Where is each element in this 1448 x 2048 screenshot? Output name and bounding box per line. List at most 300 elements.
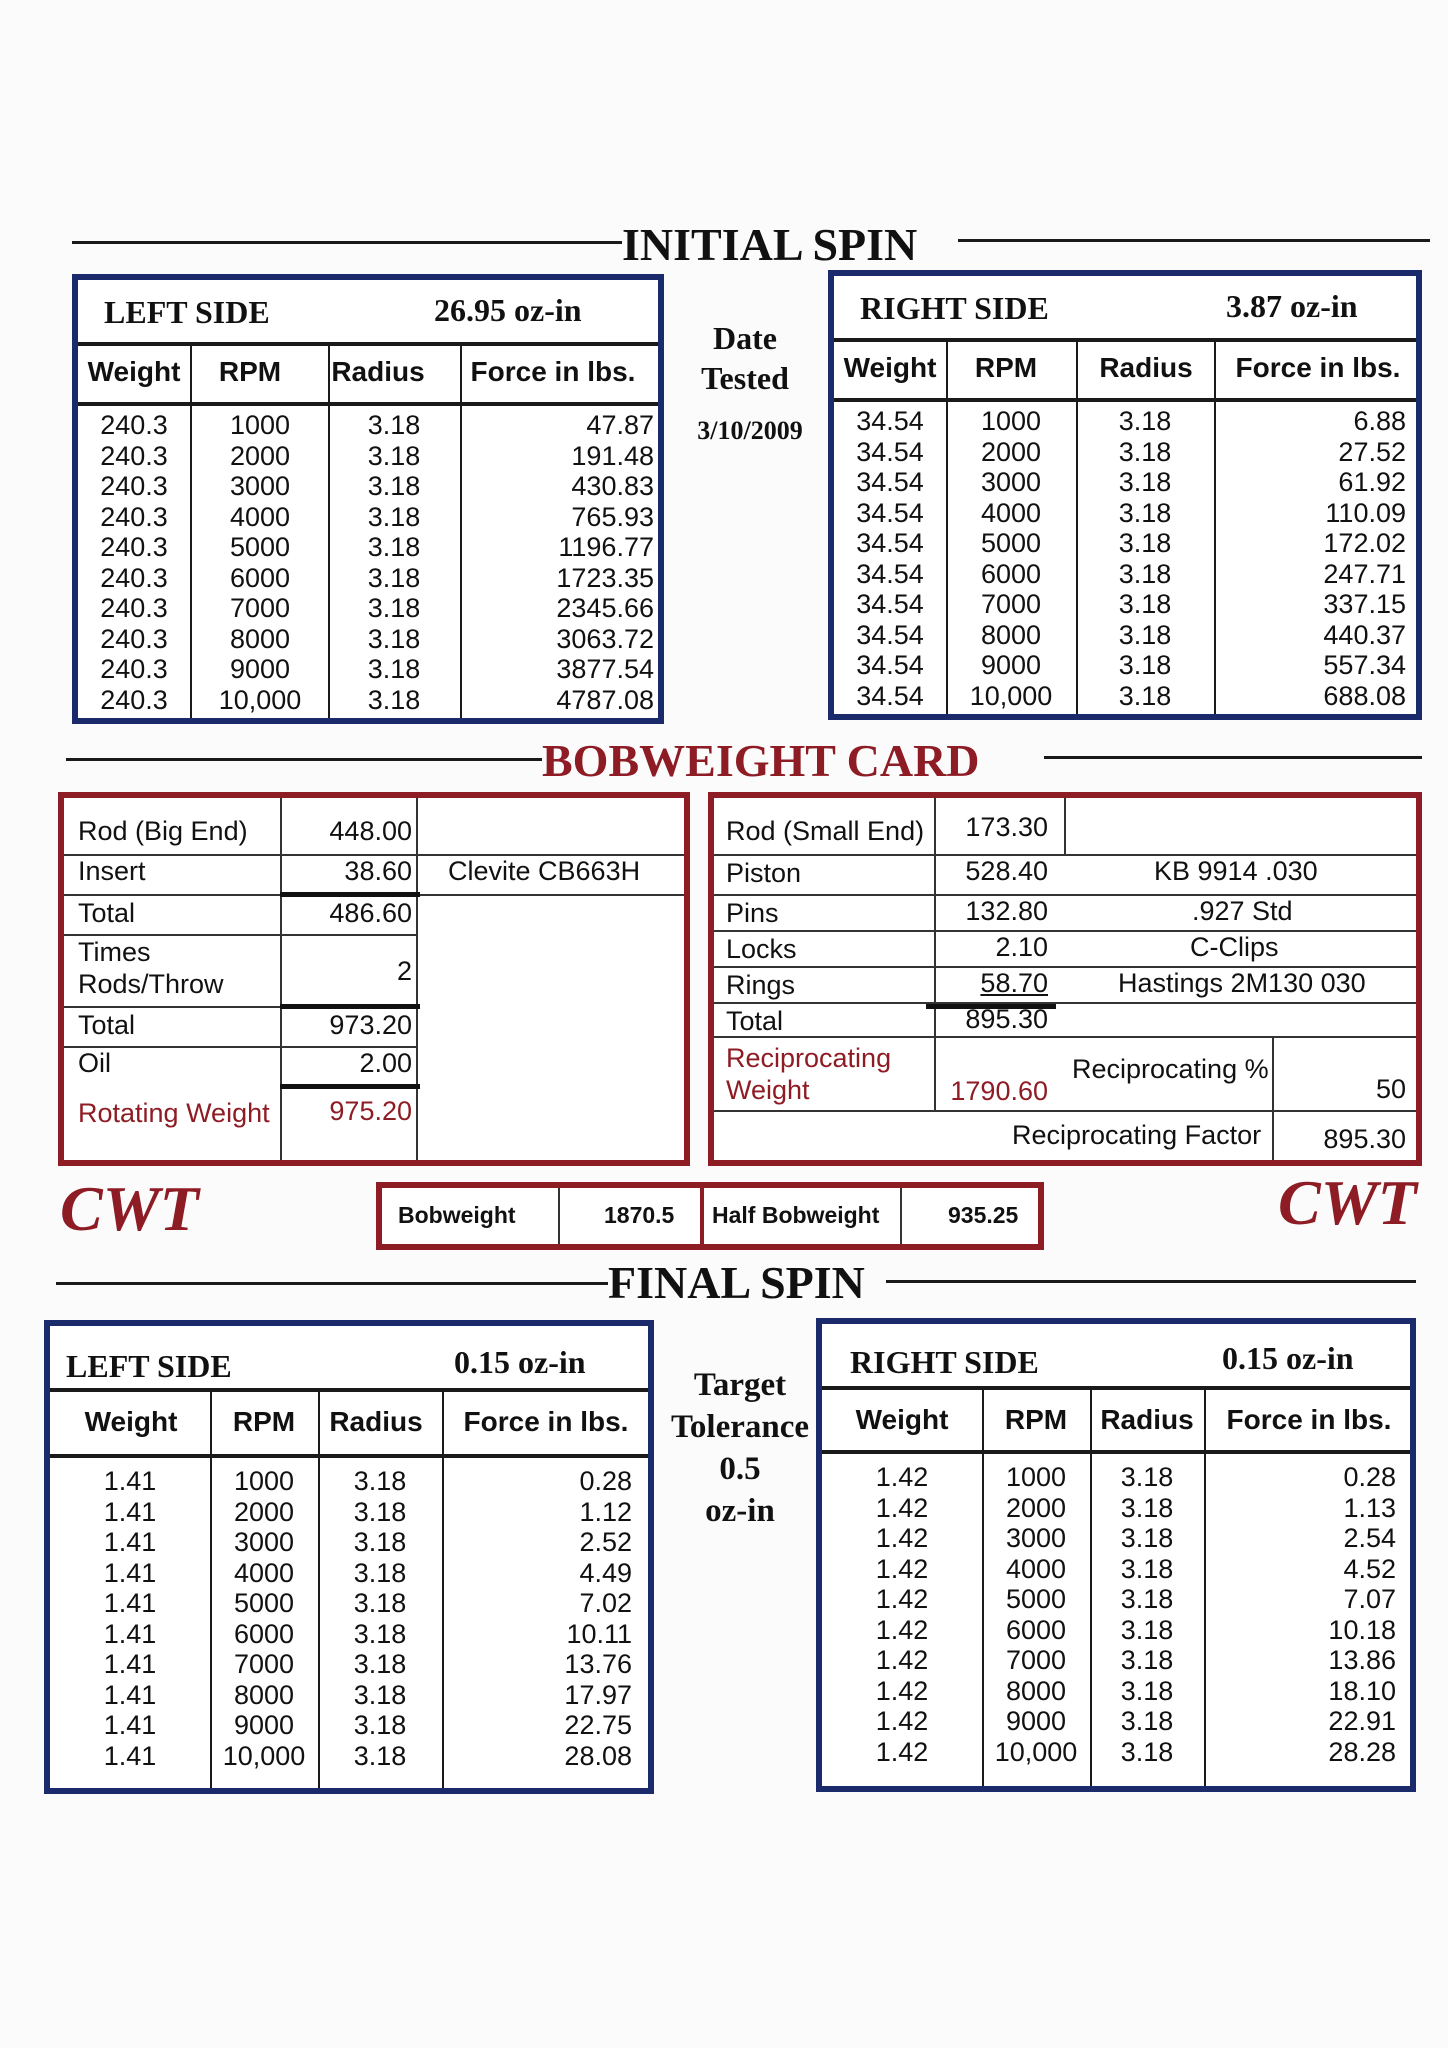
weight-cell: 1.41 (103, 1649, 157, 1679)
table-row (822, 1584, 1410, 1615)
total1-value: 486.60 (329, 898, 412, 928)
table-row (78, 685, 658, 716)
table-row (834, 681, 1416, 712)
weight-cell: 34.54 (856, 497, 924, 528)
radius-cell: 3.18 (353, 1679, 407, 1710)
weight-cell: 240.3 (100, 410, 168, 440)
rpm-cell: 10,000 (222, 1740, 306, 1771)
radius-cell: 3.18 (1118, 406, 1172, 436)
weight-cell: 1.42 (875, 1584, 929, 1614)
rpm-cell: 2000 (980, 436, 1042, 467)
oil-label: Oil (78, 1048, 111, 1078)
table-row (834, 650, 1416, 681)
rpm-cell: 6000 (229, 562, 291, 593)
radius-cell: 3.18 (353, 1527, 407, 1557)
date-label-line1: Date (713, 320, 777, 356)
force-cell: 2.54 (1343, 1523, 1396, 1553)
rpm-cell: 2000 (233, 1496, 295, 1527)
col-radius: Radius (1100, 1404, 1194, 1435)
weight-cell: 1.41 (103, 1588, 157, 1618)
rotating-weight-value: 975.20 (329, 1096, 412, 1126)
force-cell: 7.07 (1343, 1584, 1396, 1614)
rpm-cell: 5000 (229, 532, 291, 562)
col-force: Force in lbs. (1226, 1404, 1392, 1435)
radius-cell: 3.18 (1120, 1584, 1174, 1614)
rod-small-end-value: 173.30 (965, 812, 1048, 842)
column-headers (78, 346, 658, 406)
rpm-cell: 9000 (233, 1710, 295, 1740)
col-rpm: RPM (1004, 1404, 1068, 1435)
target-label-line2: Tolerance (670, 1409, 810, 1445)
table-row (78, 593, 658, 624)
pins-value: 132.80 (965, 896, 1048, 926)
piston-label: Piston (726, 858, 802, 888)
sum-line (280, 892, 420, 897)
rod-small-end-label: Rod (Small End) (726, 816, 925, 846)
rpm-cell: 6000 (980, 558, 1042, 589)
rpm-cell: 5000 (980, 528, 1042, 558)
table-row (822, 1615, 1410, 1646)
force-cell: 2345.66 (556, 593, 654, 623)
locks-value: 2.10 (995, 932, 1048, 962)
weight-cell: 34.54 (856, 436, 924, 467)
force-cell: 61.92 (1338, 467, 1406, 497)
rpm-cell: 8000 (980, 619, 1042, 650)
rpm-cell: 5000 (1005, 1584, 1067, 1614)
rpm-cell: 8000 (233, 1679, 295, 1710)
table-body (834, 406, 1416, 711)
rpm-cell: 3000 (1005, 1523, 1067, 1553)
force-cell: 191.48 (571, 440, 654, 471)
weight-cell: 1.42 (875, 1706, 929, 1736)
radius-cell: 3.18 (1120, 1523, 1174, 1553)
rotating-weight-card (58, 792, 690, 1166)
rod-big-end-value: 448.00 (329, 816, 412, 846)
table-row (834, 498, 1416, 529)
weight-cell: 1.41 (103, 1618, 157, 1649)
weight-cell: 240.3 (100, 532, 168, 562)
weight-cell: 34.54 (856, 619, 924, 650)
col-force: Force in lbs. (1235, 352, 1401, 383)
weight-cell: 1.42 (875, 1645, 929, 1675)
row-line (714, 894, 1416, 896)
insert-note: Clevite CB663H (448, 856, 641, 886)
rpm-cell: 7000 (233, 1649, 295, 1679)
table-row (822, 1676, 1410, 1707)
radius-cell: 3.18 (367, 410, 421, 440)
weight-cell: 1.41 (103, 1496, 157, 1527)
weight-cell: 1.42 (875, 1553, 929, 1584)
weight-cell: 34.54 (856, 528, 924, 558)
half-bobweight-label: Half Bobweight (712, 1202, 880, 1228)
table-header (50, 1326, 648, 1392)
rpm-cell: 3000 (233, 1527, 295, 1557)
table-row (78, 563, 658, 594)
radius-cell: 3.18 (1120, 1736, 1174, 1767)
divider (558, 1188, 560, 1244)
weight-cell: 1.42 (875, 1736, 929, 1767)
initial-spin-title: INITIAL SPIN (622, 219, 918, 270)
rpm-cell: 5000 (233, 1588, 295, 1618)
final-spin-title: FINAL SPIN (608, 1257, 865, 1308)
final-left-table (44, 1320, 654, 1794)
bobweight-rule-left (66, 758, 542, 761)
cwt-label-right: CWT (1278, 1167, 1417, 1238)
divider (700, 1188, 704, 1244)
weight-cell: 34.54 (856, 650, 924, 680)
force-cell: 13.76 (564, 1649, 632, 1679)
force-cell: 1196.77 (558, 532, 654, 562)
table-row (822, 1554, 1410, 1585)
force-cell: 6.88 (1353, 406, 1406, 436)
row-line (714, 1110, 1416, 1112)
table-row (822, 1493, 1410, 1524)
force-cell: 430.83 (571, 471, 654, 501)
table-row (822, 1462, 1410, 1493)
radius-cell: 3.18 (367, 471, 421, 501)
table-row (822, 1645, 1410, 1676)
table-row (78, 471, 658, 502)
radius-cell: 3.18 (1118, 497, 1172, 528)
initial-spin-rule-right (958, 239, 1430, 242)
times-label-line1: Times (78, 937, 151, 967)
table-row (822, 1706, 1410, 1737)
rpm-cell: 7000 (229, 593, 291, 623)
table-row (78, 624, 658, 655)
recip-weight-label-line1: Reciprocating (726, 1043, 892, 1073)
col-radius: Radius (329, 1406, 423, 1437)
recip-pct-label: Reciprocating % (1072, 1054, 1269, 1084)
locks-note: C-Clips (1190, 932, 1279, 962)
target-label-line1: Target (693, 1367, 787, 1403)
force-cell: 22.91 (1328, 1706, 1396, 1736)
table-row (50, 1466, 648, 1497)
side-label: LEFT SIDE (66, 1348, 232, 1384)
table-row (50, 1558, 648, 1589)
radius-cell: 3.18 (1120, 1706, 1174, 1736)
weight-cell: 240.3 (100, 623, 168, 654)
table-row (834, 620, 1416, 651)
weight-cell: 240.3 (100, 471, 168, 501)
radius-cell: 3.18 (1118, 619, 1172, 650)
bobweight-title: BOBWEIGHT CARD (542, 735, 980, 786)
column-headers (822, 1390, 1410, 1454)
recip-weight-value: 1790.60 (950, 1076, 1048, 1106)
col-weight: Weight (84, 1406, 178, 1437)
initial-spin-rule-left (72, 241, 622, 244)
radius-cell: 3.18 (353, 1496, 407, 1527)
radius-cell: 3.18 (367, 593, 421, 623)
force-cell: 1.12 (579, 1496, 632, 1527)
radius-cell: 3.18 (353, 1740, 407, 1771)
radius-cell: 3.18 (367, 440, 421, 471)
rings-note: Hastings 2M130 030 (1118, 968, 1366, 998)
table-row (822, 1737, 1410, 1768)
pins-label: Pins (726, 898, 779, 928)
rpm-cell: 9000 (1005, 1706, 1067, 1736)
rpm-cell: 8000 (1005, 1675, 1067, 1706)
sum-line (280, 1084, 420, 1089)
imbalance-value: 3.87 oz-in (1226, 288, 1358, 324)
rotating-weight-label: Rotating Weight (78, 1098, 270, 1128)
table-row (50, 1497, 648, 1528)
force-cell: 688.08 (1323, 680, 1406, 711)
bobweight-value: 1870.5 (604, 1202, 675, 1228)
weight-cell: 34.54 (856, 558, 924, 589)
col-weight: Weight (855, 1404, 949, 1435)
radius-cell: 3.18 (1120, 1553, 1174, 1584)
times-label-line2: Rods/Throw (78, 969, 224, 999)
table-body (822, 1462, 1410, 1767)
row-line (714, 930, 1416, 932)
pins-note: .927 Std (1192, 896, 1293, 926)
rpm-cell: 4000 (229, 501, 291, 532)
radius-cell: 3.18 (353, 1466, 407, 1496)
force-cell: 22.75 (564, 1710, 632, 1740)
reciprocating-weight-card (708, 792, 1422, 1166)
table-row (834, 559, 1416, 590)
insert-value: 38.60 (344, 856, 412, 886)
rpm-cell: 7000 (980, 589, 1042, 619)
table-row (50, 1619, 648, 1650)
col-force: Force in lbs. (470, 356, 636, 387)
force-cell: 3063.72 (556, 623, 654, 654)
col-rpm: RPM (218, 356, 282, 387)
sum-line (280, 1004, 420, 1009)
radius-cell: 3.18 (1118, 467, 1172, 497)
col-rpm: RPM (974, 352, 1038, 383)
radius-cell: 3.18 (353, 1588, 407, 1618)
times-label (78, 936, 224, 1000)
row-line (714, 1036, 1416, 1038)
rpm-cell: 3000 (229, 471, 291, 501)
force-cell: 1723.35 (556, 562, 654, 593)
side-label: RIGHT SIDE (850, 1344, 1039, 1380)
table-row (78, 502, 658, 533)
column-headers (50, 1392, 648, 1458)
force-cell: 172.02 (1323, 528, 1406, 558)
cwt-label-left: CWT (60, 1173, 199, 1244)
force-cell: 28.28 (1328, 1736, 1396, 1767)
rpm-cell: 6000 (233, 1618, 295, 1649)
table-header (834, 276, 1416, 342)
rpm-cell: 2000 (229, 440, 291, 471)
weight-cell: 34.54 (856, 589, 924, 619)
piston-value: 528.40 (965, 856, 1048, 886)
weight-cell: 1.42 (875, 1614, 929, 1645)
row-line (714, 1002, 1416, 1004)
force-cell: 3877.54 (556, 654, 654, 684)
rpm-cell: 4000 (980, 497, 1042, 528)
divider (416, 798, 418, 1160)
total1-label: Total (78, 898, 136, 928)
rpm-cell: 9000 (229, 654, 291, 684)
total2-label: Total (78, 1010, 136, 1040)
radius-cell: 3.18 (1118, 589, 1172, 619)
radius-cell: 3.18 (353, 1618, 407, 1649)
oil-value: 2.00 (359, 1048, 412, 1078)
force-cell: 28.08 (564, 1740, 632, 1771)
force-cell: 4.49 (579, 1557, 632, 1588)
radius-cell: 3.18 (353, 1557, 407, 1588)
rpm-cell: 1000 (1005, 1462, 1067, 1492)
recip-pct-value: 50 (1375, 1074, 1406, 1104)
force-cell: 10.18 (1328, 1614, 1396, 1645)
final-spin-rule-right (886, 1280, 1416, 1283)
weight-cell: 240.3 (100, 501, 168, 532)
weight-cell: 240.3 (100, 593, 168, 623)
radius-cell: 3.18 (1120, 1492, 1174, 1523)
radius-cell: 3.18 (367, 532, 421, 562)
target-value: 0.5 (719, 1451, 761, 1487)
force-cell: 557.34 (1323, 650, 1406, 680)
col-weight: Weight (843, 352, 937, 383)
radius-cell: 3.18 (1120, 1614, 1174, 1645)
force-cell: 1.13 (1343, 1492, 1396, 1523)
force-cell: 27.52 (1338, 436, 1406, 467)
rod-big-end-label: Rod (Big End) (78, 816, 248, 846)
weight-cell: 1.42 (875, 1492, 929, 1523)
date-tested-value: 3/10/2009 (697, 416, 803, 445)
weight-cell: 34.54 (856, 680, 924, 711)
recip-factor-value: 895.30 (1323, 1124, 1406, 1154)
rpm-cell: 9000 (980, 650, 1042, 680)
col-weight: Weight (87, 356, 181, 387)
bobweight-rule-right (1044, 756, 1422, 759)
radius-cell: 3.18 (1118, 650, 1172, 680)
radius-cell: 3.18 (353, 1649, 407, 1679)
piston-note: KB 9914 .030 (1154, 856, 1318, 886)
table-row (834, 467, 1416, 498)
weight-cell: 1.41 (103, 1557, 157, 1588)
weight-cell: 1.42 (875, 1462, 929, 1492)
col-radius: Radius (331, 356, 425, 387)
table-row (822, 1523, 1410, 1554)
radius-cell: 3.18 (1118, 680, 1172, 711)
weight-cell: 1.42 (875, 1675, 929, 1706)
locks-label: Locks (726, 934, 797, 964)
initial-right-table (828, 270, 1422, 720)
rpm-cell: 4000 (1005, 1553, 1067, 1584)
final-spin-rule-left (56, 1282, 608, 1285)
table-row (78, 654, 658, 685)
initial-left-table (72, 274, 664, 724)
table-row (50, 1527, 648, 1558)
total-label: Total (726, 1006, 784, 1036)
weight-cell: 240.3 (100, 684, 168, 715)
col-force: Force in lbs. (463, 1406, 629, 1437)
force-cell: 247.71 (1323, 558, 1406, 589)
radius-cell: 3.18 (1120, 1675, 1174, 1706)
rpm-cell: 1000 (980, 406, 1042, 436)
weight-cell: 1.41 (103, 1679, 157, 1710)
side-label: LEFT SIDE (104, 294, 270, 330)
radius-cell: 3.18 (367, 684, 421, 715)
rpm-cell: 10,000 (218, 684, 302, 715)
table-row (50, 1710, 648, 1741)
rpm-cell: 1000 (233, 1466, 295, 1496)
weight-cell: 240.3 (100, 654, 168, 684)
table-row (78, 410, 658, 441)
rpm-cell: 2000 (1005, 1492, 1067, 1523)
weight-cell: 240.3 (100, 440, 168, 471)
table-row (50, 1741, 648, 1772)
radius-cell: 3.18 (353, 1710, 407, 1740)
weight-cell: 34.54 (856, 406, 924, 436)
table-header (822, 1324, 1410, 1390)
rpm-cell: 10,000 (994, 1736, 1078, 1767)
final-right-table (816, 1318, 1416, 1792)
force-cell: 337.15 (1323, 589, 1406, 619)
table-row (78, 532, 658, 563)
force-cell: 47.87 (586, 410, 654, 440)
force-cell: 4.52 (1343, 1553, 1396, 1584)
table-row (834, 589, 1416, 620)
weight-cell: 1.41 (103, 1710, 157, 1740)
table-row (78, 441, 658, 472)
weight-cell: 1.41 (103, 1466, 157, 1496)
force-cell: 0.28 (579, 1466, 632, 1496)
table-body (50, 1466, 648, 1771)
force-cell: 7.02 (579, 1588, 632, 1618)
bobweight-summary (376, 1182, 1044, 1250)
recip-weight-label-line2: Weight (726, 1075, 810, 1105)
recip-weight-label (726, 1042, 891, 1106)
force-cell: 440.37 (1323, 619, 1406, 650)
imbalance-value: 0.15 oz-in (1222, 1340, 1354, 1376)
force-cell: 13.86 (1328, 1645, 1396, 1675)
target-unit: oz-in (705, 1493, 775, 1529)
target-tolerance (660, 1364, 820, 1532)
table-header (78, 280, 658, 346)
weight-cell: 34.54 (856, 467, 924, 497)
weight-cell: 240.3 (100, 562, 168, 593)
force-cell: 4787.08 (556, 684, 654, 715)
date-label (670, 318, 820, 398)
total-value: 895.30 (965, 1004, 1048, 1034)
table-row (50, 1680, 648, 1711)
recip-factor-label: Reciprocating Factor (1012, 1120, 1262, 1150)
rpm-cell: 8000 (229, 623, 291, 654)
bobweight-label: Bobweight (398, 1202, 516, 1228)
rpm-cell: 1000 (229, 410, 291, 440)
rpm-cell: 4000 (233, 1557, 295, 1588)
radius-cell: 3.18 (1118, 558, 1172, 589)
insert-label: Insert (78, 856, 146, 886)
half-bobweight-value: 935.25 (948, 1202, 1019, 1228)
divider (900, 1188, 902, 1244)
table-row (50, 1588, 648, 1619)
force-cell: 110.09 (1325, 497, 1406, 528)
radius-cell: 3.18 (1118, 528, 1172, 558)
rpm-cell: 7000 (1005, 1645, 1067, 1675)
table-row (834, 406, 1416, 437)
radius-cell: 3.18 (1120, 1462, 1174, 1492)
weight-cell: 1.41 (103, 1527, 157, 1557)
rings-value: 58.70 (980, 968, 1048, 998)
weight-cell: 1.42 (875, 1523, 929, 1553)
table-row (834, 528, 1416, 559)
total2-value: 973.20 (329, 1010, 412, 1040)
radius-cell: 3.18 (367, 562, 421, 593)
rpm-cell: 6000 (1005, 1614, 1067, 1645)
force-cell: 2.52 (579, 1527, 632, 1557)
force-cell: 765.93 (571, 501, 654, 532)
date-label-line2: Tested (701, 360, 789, 396)
weight-cell: 1.41 (103, 1740, 157, 1771)
divider (1064, 798, 1066, 854)
col-radius: Radius (1099, 352, 1193, 383)
